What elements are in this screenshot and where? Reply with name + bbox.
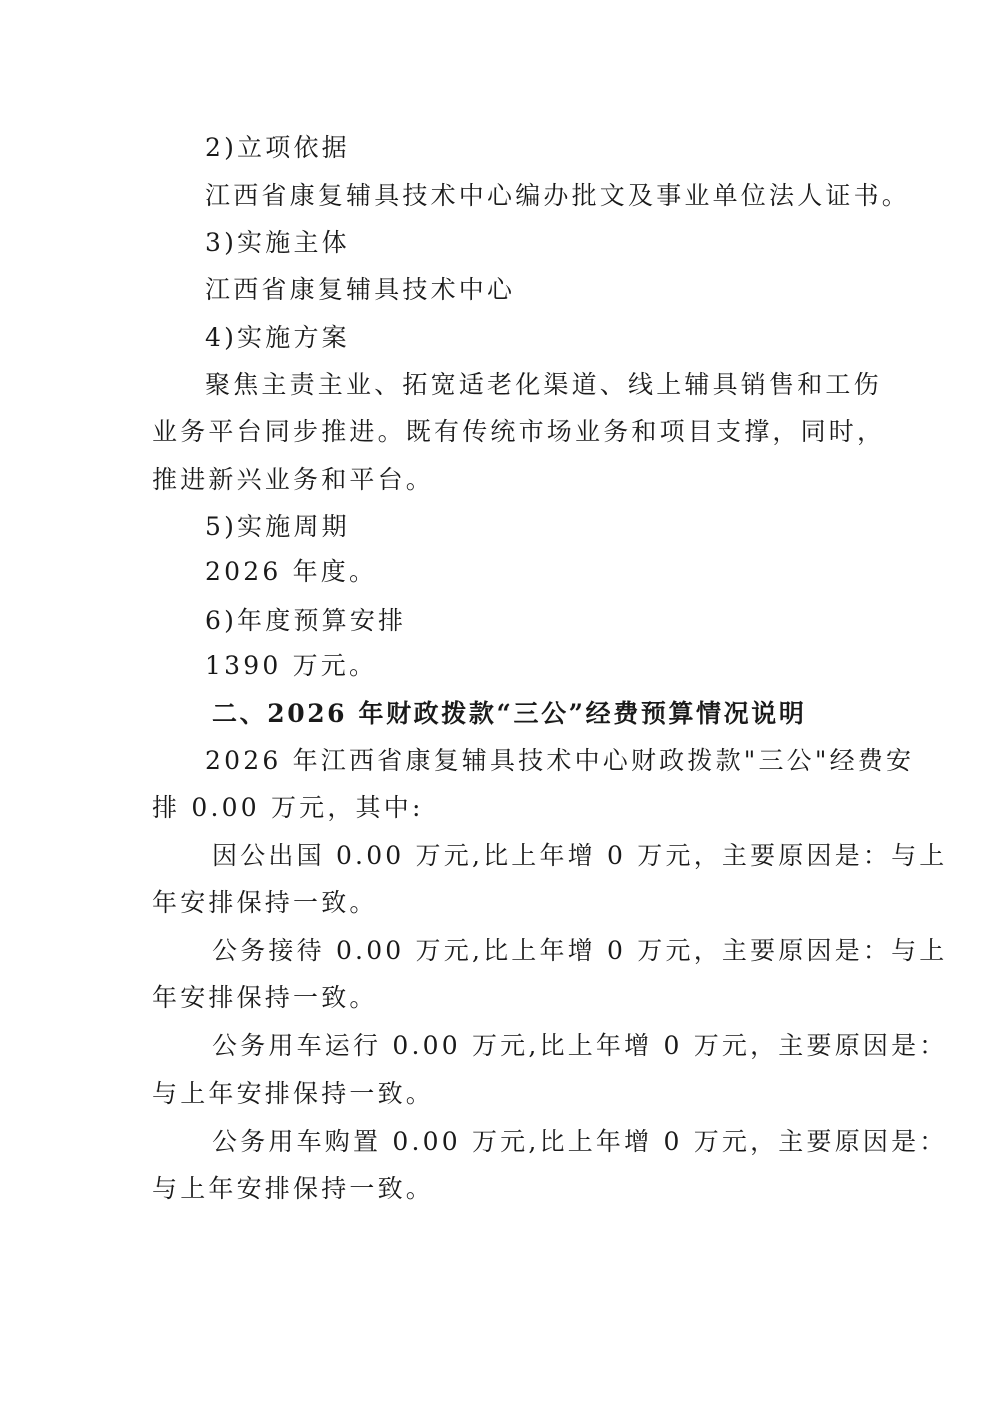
item-6-body: 1390 万元。 xyxy=(205,651,378,680)
section-two-intro-line-1: 2026 年江西省康复辅具技术中心财政拨款"三公"经费安 xyxy=(205,746,915,775)
item-2-body: 江西省康复辅具技术中心编办批文及事业单位法人证书。 xyxy=(205,181,911,210)
abroad-line-1: 因公出国 0.00 万元,比上年增 0 万元，主要原因是：与上 xyxy=(212,841,948,870)
vehicle-operation-line-1: 公务用车运行 0.00 万元,比上年增 0 万元，主要原因是： xyxy=(212,1031,948,1060)
item-6-heading: 6)年度预算安排 xyxy=(205,606,407,635)
abroad-line-2: 年安排保持一致。 xyxy=(152,888,378,917)
item-4-body-line-3: 推进新兴业务和平台。 xyxy=(152,465,435,494)
item-5-body: 2026 年度。 xyxy=(205,557,378,586)
item-3-heading: 3)实施主体 xyxy=(205,228,350,257)
vehicle-purchase-line-1: 公务用车购置 0.00 万元,比上年增 0 万元，主要原因是： xyxy=(212,1127,948,1156)
item-4-body-line-2: 业务平台同步推进。既有传统市场业务和项目支撑，同时， xyxy=(152,417,886,446)
item-4-heading: 4)实施方案 xyxy=(205,323,350,352)
item-3-body: 江西省康复辅具技术中心 xyxy=(205,275,516,304)
item-4-body-line-1: 聚焦主责主业、拓宽适老化渠道、线上辅具销售和工伤 xyxy=(205,370,882,399)
section-two-heading: 二、2026 年财政拨款“三公”经费预算情况说明 xyxy=(212,699,807,728)
section-two-intro-line-2: 排 0.00 万元，其中: xyxy=(152,793,424,822)
reception-line-2: 年安排保持一致。 xyxy=(152,983,378,1012)
item-5-heading: 5)实施周期 xyxy=(205,512,350,541)
item-2-heading: 2)立项依据 xyxy=(205,133,350,162)
vehicle-operation-line-2: 与上年安排保持一致。 xyxy=(152,1079,435,1108)
reception-line-1: 公务接待 0.00 万元,比上年增 0 万元，主要原因是：与上 xyxy=(212,936,948,965)
vehicle-purchase-line-2: 与上年安排保持一致。 xyxy=(152,1174,435,1203)
